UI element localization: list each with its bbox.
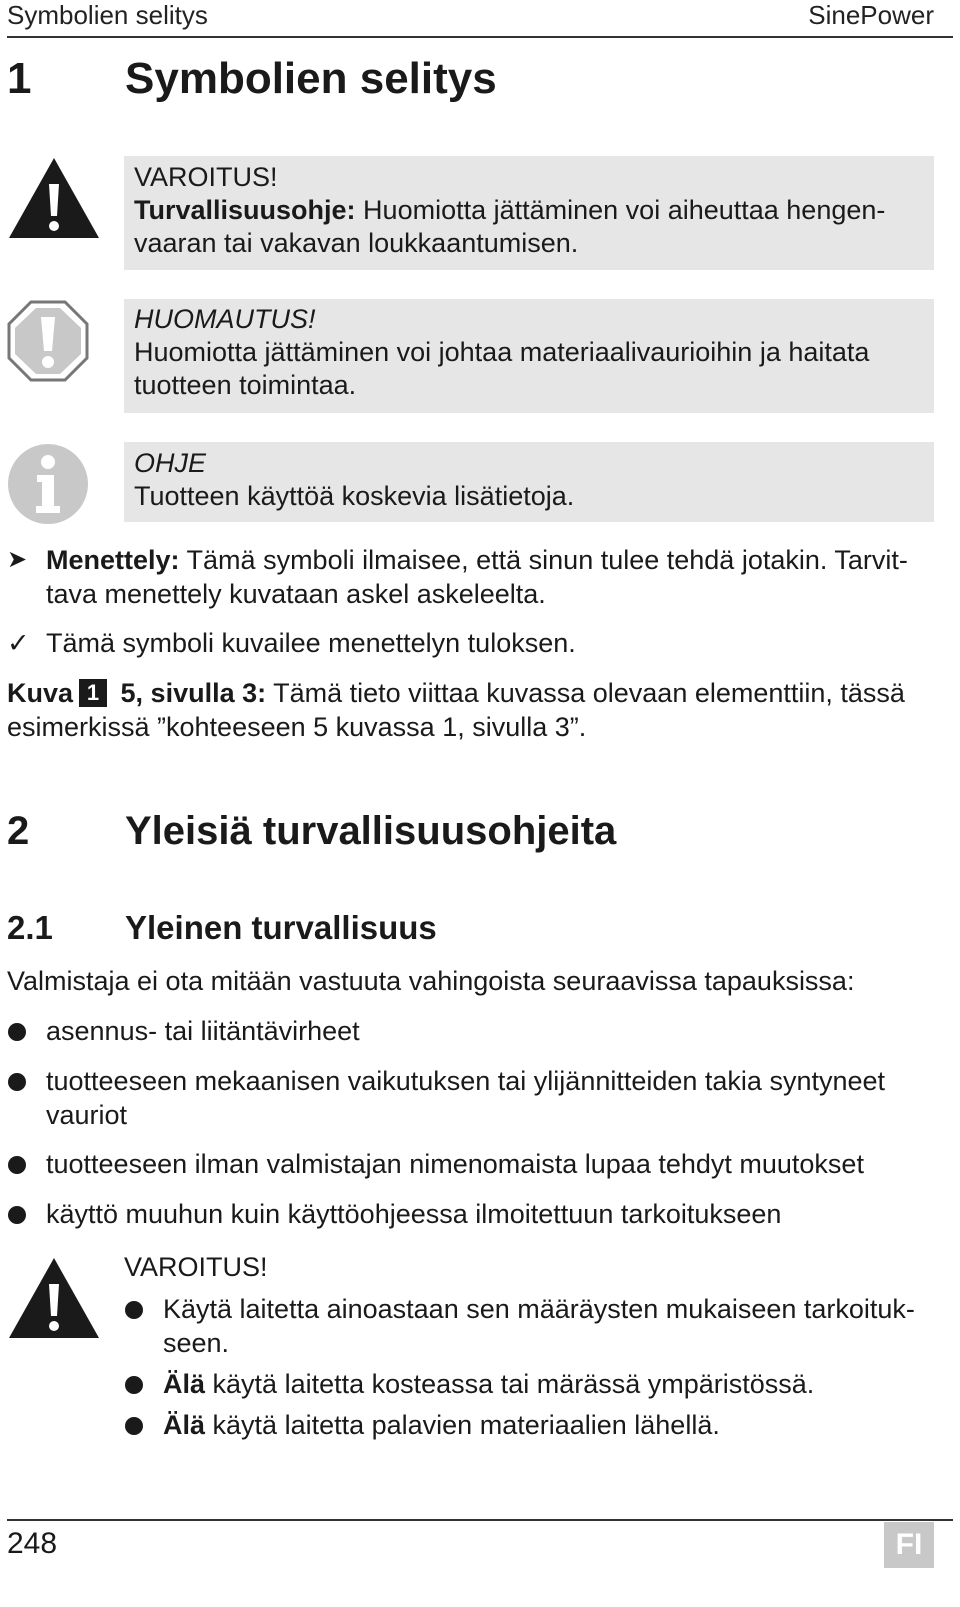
warning2-item (163, 1292, 938, 1360)
note-box (124, 442, 934, 522)
procedure-line2: tava menettely kuvataan askel askeleelta. (46, 579, 546, 609)
bullet-dot (8, 1073, 26, 1091)
procedure-line1: Tämä symboli ilmaisee, että sinun tulee tehdä jotakin. Tarvit- (179, 545, 908, 575)
bullet-dot (125, 1376, 143, 1394)
note-signal-word: OHJE (134, 448, 207, 478)
procedure-lead: Menettely: (46, 545, 180, 575)
warning-box (124, 156, 934, 270)
warning2-item-line1: Käytä laitetta ainoastaan sen määräysten mukaiseen tarkoituk- (163, 1294, 915, 1324)
subsection-number: 2.1 (7, 909, 53, 946)
running-header-left: Symbolien selitys (7, 0, 208, 30)
footer-divider (7, 1519, 953, 1521)
section-number: 1 (7, 54, 32, 103)
list-item-line1: tuotteeseen mekaanisen vaikutuksen tai ylijännitteiden takia syntyneet (46, 1066, 886, 1096)
notice-text-line1: Huomiotta jättäminen voi johtaa materiaalivaurioihin ja haitata (134, 337, 870, 367)
warning-triangle-icon (7, 1256, 101, 1340)
figure-reference (7, 676, 937, 744)
figure-ref-lead2: 5, sivulla 3: (113, 678, 267, 708)
running-header-right: SinePower (808, 0, 934, 30)
warning2-item (163, 1367, 814, 1401)
language-tab: FI (884, 1522, 934, 1568)
section-number: 2 (7, 809, 30, 853)
bullet-dot (8, 1023, 26, 1041)
bullet-dot (8, 1206, 26, 1224)
figure-number-badge: 1 (79, 679, 107, 707)
warning2-item (163, 1408, 720, 1442)
notice-signal-word: HUOMAUTUS! (134, 304, 316, 334)
result-text: Tämä symboli kuvailee menettelyn tuloksen. (46, 628, 576, 658)
warning2-item-emphasis: Älä (163, 1369, 206, 1399)
figure-ref-line1: Tämä tieto viittaa kuvassa olevaan elementtiin, tässä (266, 678, 905, 708)
list-item-line2: vauriot (46, 1100, 128, 1130)
warning-text-line1: Huomiotta jättäminen voi aiheuttaa hengen- (355, 195, 886, 225)
intro-paragraph: Valmistaja ei ota mitään vastuuta vahingoista seuraavissa tapauksissa: (7, 966, 855, 996)
figure-ref-lead: Kuva (7, 678, 74, 708)
warning2-item-text: käytä laitetta kosteassa tai märässä ympäristössä. (205, 1369, 815, 1399)
section-title: Yleisiä turvallisuusohjeita (125, 809, 617, 853)
info-icon (7, 442, 89, 526)
subsection-title: Yleinen turvallisuus (125, 909, 437, 946)
warning-triangle-icon (7, 156, 101, 240)
procedure-text (46, 543, 936, 611)
figure-ref-line2: esimerkissä ”kohteeseen 5 kuvassa 1, sivulla 3”. (7, 712, 587, 742)
bullet-dot (125, 1301, 143, 1319)
bullet-dot (125, 1417, 143, 1435)
check-icon: ✓ (7, 628, 30, 658)
notice-box (124, 299, 934, 413)
list-item: tuotteeseen ilman valmistajan nimenomaista lupaa tehdyt muutokset (46, 1149, 864, 1179)
notice-octagon-icon (7, 299, 89, 383)
warning2-item-emphasis: Älä (163, 1410, 206, 1440)
list-item: käyttö muuhun kuin käyttöohjeessa ilmoitettuun tarkoitukseen (46, 1199, 782, 1229)
note-text-line1: Tuotteen käyttöä koskevia lisätietoja. (134, 481, 575, 511)
list-item: asennus- tai liitäntävirheet (46, 1016, 360, 1046)
warning-text-line2: vaaran tai vakavan loukkaantumisen. (134, 228, 579, 258)
page-number: 248 (7, 1527, 58, 1560)
warning-signal-word: VAROITUS! (134, 162, 278, 192)
arrow-icon: ➤ (7, 546, 28, 573)
warning2-item-line2: seen. (163, 1328, 230, 1358)
warning-lead: Turvallisuusohje: (134, 195, 356, 225)
bullet-dot (8, 1156, 26, 1174)
header-divider (7, 36, 953, 38)
notice-text-line2: tuotteen toimintaa. (134, 370, 357, 400)
section-title: Symbolien selitys (125, 54, 497, 103)
warning2-signal-word: VAROITUS! (124, 1252, 268, 1282)
list-item (46, 1064, 885, 1132)
warning2-item-text: käytä laitetta palavien materiaalien lähellä. (205, 1410, 720, 1440)
